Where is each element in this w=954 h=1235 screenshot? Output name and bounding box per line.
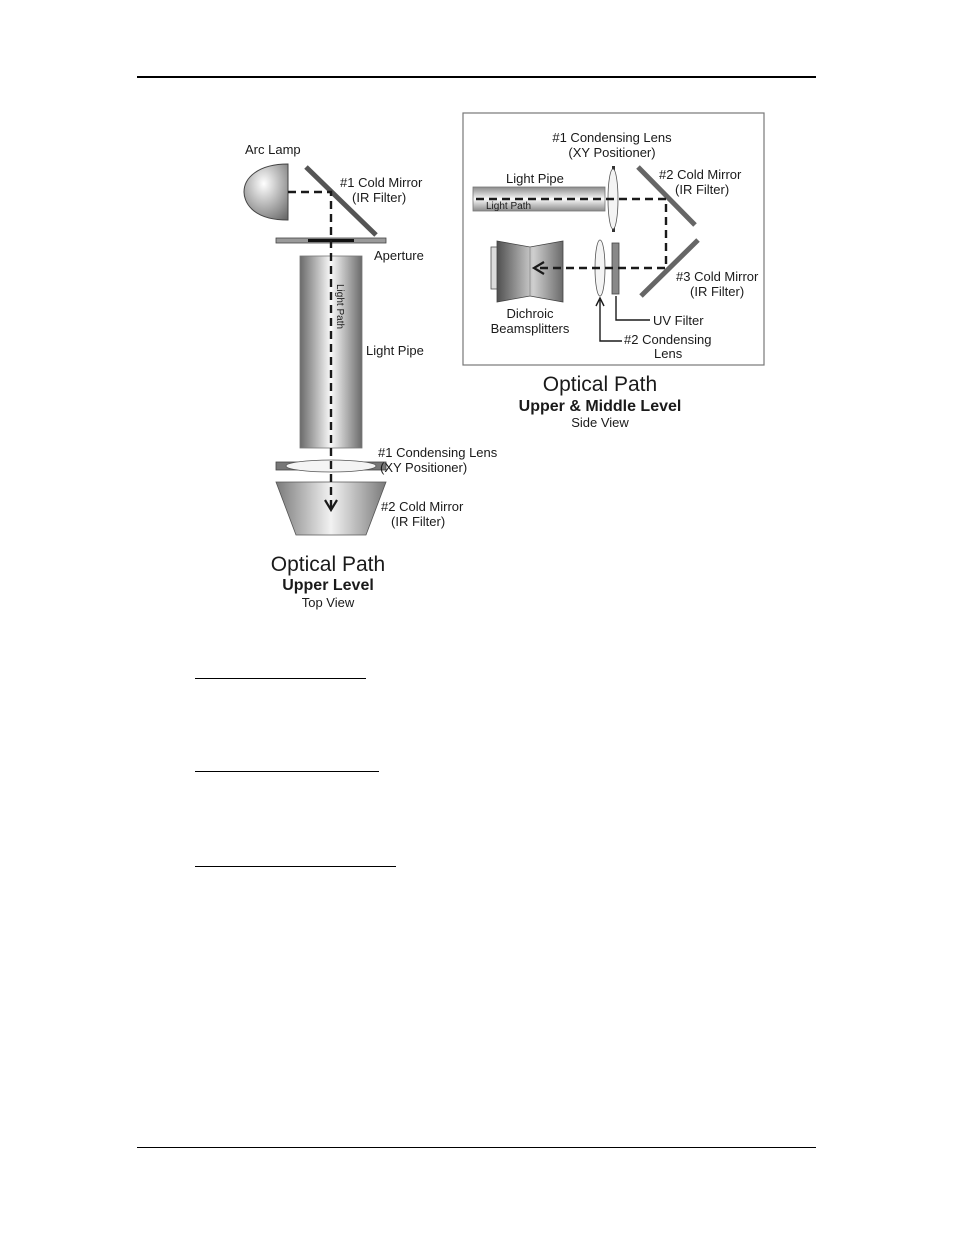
label-aperture: Aperture xyxy=(374,248,424,263)
heading-underline-3 xyxy=(195,866,396,867)
label-light-path-vertical: Light Path xyxy=(334,284,345,330)
heading-underline-1 xyxy=(195,678,366,679)
caption-side-title: Optical Path xyxy=(542,373,658,396)
label-cold-mirror-2: #2 Cold Mirror xyxy=(381,499,464,514)
caption-top-view: Top View xyxy=(301,595,355,610)
label-condensing-lens-1: #1 Condensing Lens xyxy=(378,445,498,460)
uv-filter-shape xyxy=(612,243,619,294)
side-label-beamsplitters: Beamsplitters xyxy=(490,321,570,336)
side-label-condensing-lens-2-sub: Lens xyxy=(654,346,683,361)
caption-top-subtitle: Upper Level xyxy=(282,577,374,594)
label-cold-mirror-1-sub: (IR Filter) xyxy=(352,190,407,205)
label-condensing-lens-1-sub: (XY Positioner) xyxy=(380,460,468,475)
arc-lamp-shape xyxy=(244,164,288,220)
top-view-diagram xyxy=(244,164,386,535)
label-cold-mirror-1: #1 Cold Mirror xyxy=(340,175,423,190)
side-label-cold-mirror-3-sub: (IR Filter) xyxy=(690,284,745,299)
side-label-light-pipe: Light Pipe xyxy=(506,171,564,186)
side-label-cold-mirror-2-sub: (IR Filter) xyxy=(675,182,730,197)
label-light-pipe: Light Pipe xyxy=(366,343,424,358)
side-label-condensing-lens-2: #2 Condensing xyxy=(624,332,712,347)
side-label-uv-filter: UV Filter xyxy=(653,313,704,328)
label-cold-mirror-2-sub: (IR Filter) xyxy=(391,514,446,529)
footer-rule xyxy=(137,1147,816,1148)
caption-side-view: Side View xyxy=(571,415,629,430)
caption-side-subtitle: Upper & Middle Level xyxy=(518,398,682,415)
side-label-light-path: Light Path xyxy=(486,201,532,212)
side-label-dichroic: Dichroic xyxy=(506,306,554,321)
side-label-cold-mirror-2: #2 Cold Mirror xyxy=(659,167,742,182)
label-arc-lamp: Arc Lamp xyxy=(245,142,301,157)
heading-underline-2 xyxy=(195,771,379,772)
side-label-condensing-lens-1: #1 Condensing Lens xyxy=(552,130,672,145)
side-label-cold-mirror-3: #3 Cold Mirror xyxy=(676,269,759,284)
side-label-condensing-lens-1-sub: (XY Positioner) xyxy=(568,145,656,160)
caption-top-title: Optical Path xyxy=(270,553,386,576)
